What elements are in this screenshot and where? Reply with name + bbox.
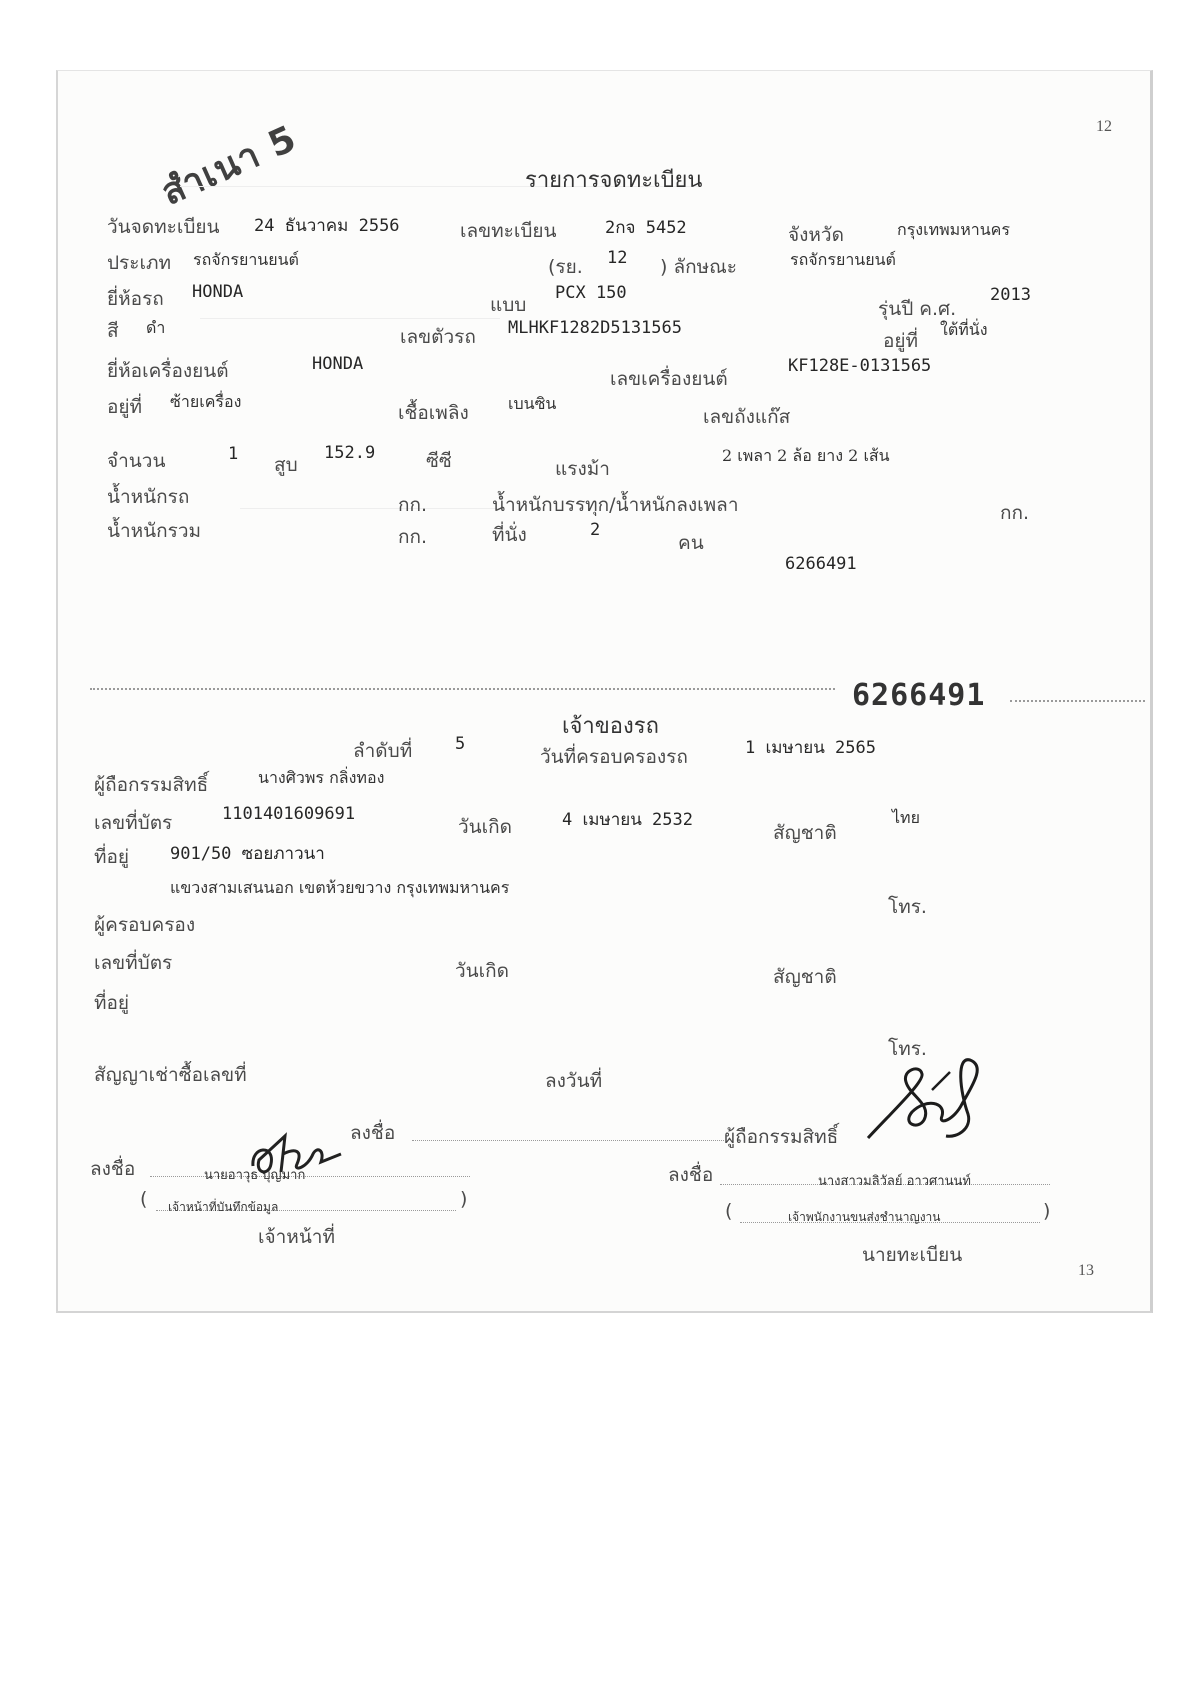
reference-number-large: 6266491	[852, 678, 986, 713]
id-card-value: 1101401609691	[222, 804, 356, 824]
gas-tank-label: เลขถังแก๊ส	[703, 406, 791, 428]
horsepower-label: แรงม้า	[555, 458, 610, 480]
owner-phone-label: โทร.	[888, 896, 927, 918]
axles-value: 2 เพลา 2 ล้อ ยาง 2 เส้น	[722, 446, 890, 465]
fuel-value: เบนซิน	[508, 394, 557, 413]
ry-open: (รย.	[548, 256, 583, 278]
model-label: แบบ	[490, 294, 527, 316]
cylinder-label: สูบ	[274, 454, 298, 476]
possessor-birth-date-label: วันเกิด	[455, 960, 509, 982]
officer-name: นายอาวุธ บุญมาก	[204, 1168, 306, 1183]
page-number-top: 12	[1096, 118, 1112, 135]
possession-date-label: วันที่ครอบครองรถ	[540, 746, 688, 768]
vehicle-weight-unit: กก.	[398, 494, 428, 516]
character-value: รถจักรยานยนต์	[790, 250, 896, 269]
engine-brand-value: HONDA	[312, 354, 364, 374]
year-value: 2013	[990, 285, 1031, 305]
address-label: ที่อยู่	[94, 846, 130, 868]
reg-date-value: 24 ธันวาคม 2556	[254, 216, 400, 236]
owner-signature	[862, 1052, 992, 1147]
registrar-paren-close: )	[1043, 1200, 1051, 1222]
hire-purchase-contract-label: สัญญาเช่าซื้อเลขที่	[94, 1064, 247, 1086]
registrar-paren-open: (	[725, 1200, 733, 1222]
plate-value: 2กจ 5452	[605, 218, 687, 238]
load-weight-label: น้ำหนักบรรทุก/น้ำหนักลงเพลา	[492, 494, 739, 516]
brand-value: HONDA	[192, 282, 244, 302]
persons-label: คน	[678, 532, 704, 554]
count-label: จำนวน	[107, 450, 166, 472]
sequence-label: ลำดับที่	[353, 740, 413, 762]
reference-number-small: 6266491	[785, 554, 857, 574]
registrar-sign-label: ลงชื่อ	[668, 1164, 714, 1186]
nationality-value: ไทย	[892, 808, 920, 827]
owner-section-title: เจ้าของรถ	[562, 714, 659, 739]
reg-date-label: วันจดทะเบียน	[107, 216, 220, 238]
chassis-location-label: อยู่ที่	[883, 330, 919, 352]
chassis-value: MLHKF1282D5131565	[508, 318, 682, 338]
chassis-label: เลขตัวรถ	[400, 326, 476, 348]
officer-position: เจ้าหน้าที่บันทึกข้อมูล	[168, 1200, 279, 1214]
possessor-id-label: เลขที่บัตร	[94, 952, 173, 974]
type-value: รถจักรยานยนต์	[193, 250, 299, 269]
engine-location-value: ซ้ายเครื่อง	[170, 392, 242, 411]
officer-paren-open: (	[140, 1188, 148, 1210]
id-card-label: เลขที่บัตร	[94, 812, 173, 834]
engine-brand-label: ยี่ห้อเครื่องยนต์	[107, 360, 229, 382]
registrar-role: นายทะเบียน	[862, 1244, 963, 1266]
fuel-label: เชื้อเพลิง	[398, 402, 469, 424]
type-label: ประเภท	[107, 252, 172, 274]
sign-date-label: ลงวันที่	[545, 1070, 603, 1092]
province-value: กรุงเทพมหานคร	[897, 220, 1010, 239]
color-value: ดำ	[146, 318, 166, 337]
address-line-1: 901/50 ซอยภาวนา	[170, 844, 325, 864]
registrar-position: เจ้าพนักงานขนส่งชำนาญงาน	[788, 1210, 941, 1224]
section-title: รายการจดทะเบียน	[525, 168, 703, 193]
copy-stamp: สำเนา 5	[155, 118, 303, 214]
sequence-value: 5	[455, 734, 466, 754]
cylinders-value: 1	[228, 444, 239, 464]
ry-value: 12	[607, 248, 628, 268]
engine-no-value: KF128E-0131565	[788, 356, 932, 376]
total-weight-unit: กก.	[398, 526, 428, 548]
province-label: จังหวัด	[788, 224, 844, 246]
officer-signature	[245, 1124, 345, 1184]
possessor-phone-label: โทร.	[888, 1038, 927, 1060]
owner-name-value: นางศิวพร กลิ่งทอง	[258, 768, 385, 787]
engine-location-label: อยู่ที่	[107, 396, 143, 418]
engine-no-label: เลขเครื่องยนต์	[610, 368, 728, 390]
birth-date-label: วันเกิด	[458, 816, 512, 838]
owner-sign-label: ลงชื่อ	[350, 1122, 396, 1144]
cc-label: ซีซี	[426, 450, 452, 472]
owner-label: ผู้ถือกรรมสิทธิ์	[94, 774, 209, 796]
officer-sign-label: ลงชื่อ	[90, 1158, 136, 1180]
seats-value: 2	[590, 520, 601, 540]
brand-label: ยี่ห้อรถ	[107, 288, 164, 310]
possessor-label: ผู้ครอบครอง	[94, 914, 196, 936]
character-label: ) ลักษณะ	[660, 256, 737, 278]
seats-label: ที่นั่ง	[492, 524, 527, 546]
plate-label: เลขทะเบียน	[460, 220, 557, 242]
nationality-label: สัญชาติ	[773, 822, 837, 844]
vehicle-weight-label: น้ำหนักรถ	[107, 486, 190, 508]
load-weight-unit: กก.	[1000, 502, 1030, 524]
address-line-2: แขวงสามเสนนอก เขตห้วยขวาง กรุงเทพมหานคร	[170, 878, 510, 897]
officer-paren-close: )	[460, 1188, 468, 1210]
cc-value: 152.9	[324, 443, 376, 463]
birth-date-value: 4 เมษายน 2532	[562, 810, 693, 830]
model-value: PCX 150	[555, 283, 627, 303]
color-label: สี	[107, 320, 119, 342]
registrar-name: นางสาวมลิวัลย์ อาวศานนท์	[818, 1174, 971, 1189]
possessor-nationality-label: สัญชาติ	[773, 966, 837, 988]
officer-role: เจ้าหน้าที่	[258, 1226, 336, 1248]
possession-date-value: 1 เมษายน 2565	[745, 738, 876, 758]
total-weight-label: น้ำหนักรวม	[107, 520, 202, 542]
owner-sign-role: ผู้ถือกรรมสิทธิ์	[724, 1126, 839, 1148]
year-label: รุ่นปี ค.ศ.	[878, 298, 957, 320]
page-number-bottom: 13	[1078, 1262, 1094, 1279]
possessor-address-label: ที่อยู่	[94, 992, 130, 1014]
chassis-location-value: ใต้ที่นั่ง	[940, 320, 988, 339]
